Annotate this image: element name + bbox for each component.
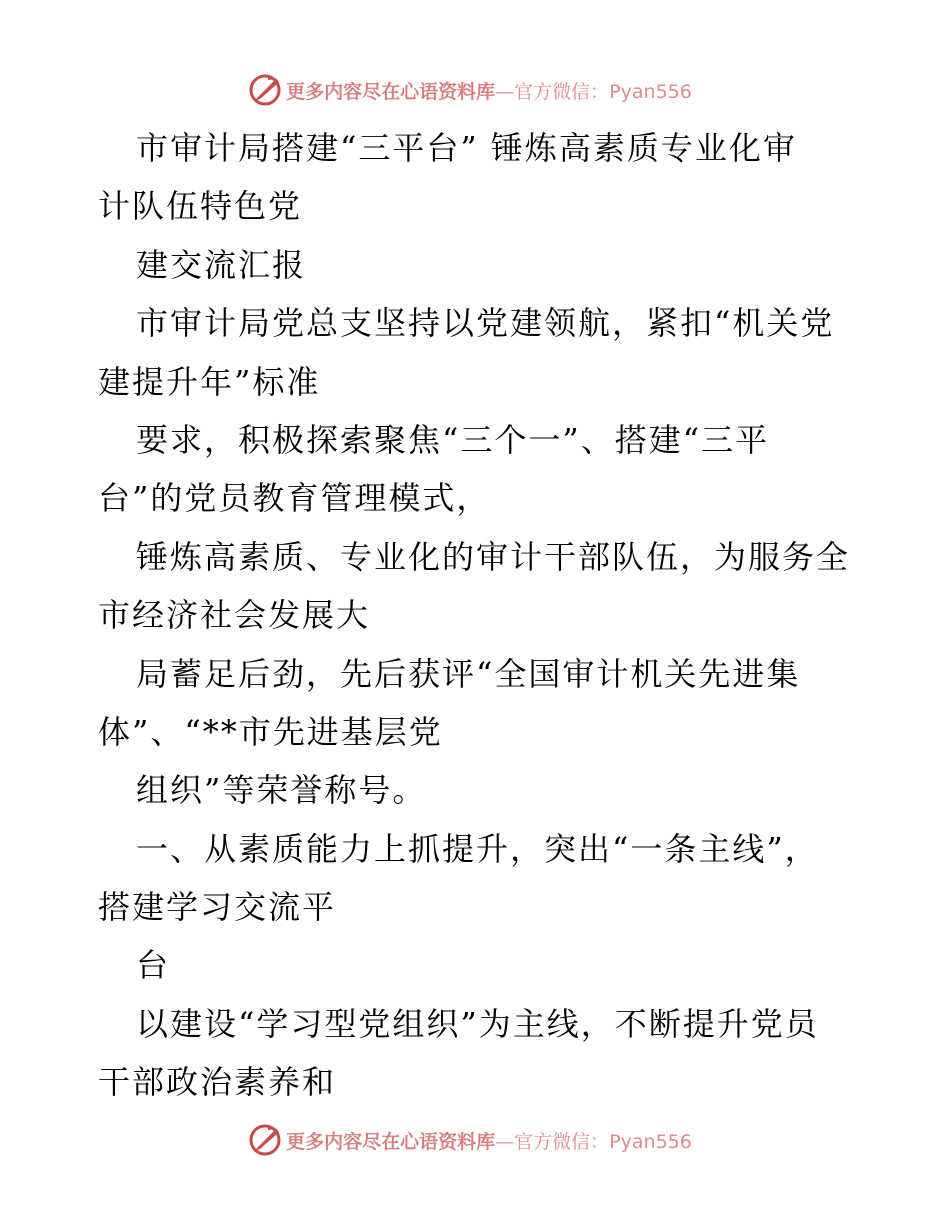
text-line: 建提升年”标准 xyxy=(98,362,321,401)
header-banner-text xyxy=(286,77,692,104)
header-banner-title: 更多内容尽在心语资料库 xyxy=(286,80,496,103)
footer-banner-wechat-label: 官方微信： xyxy=(514,1130,610,1153)
text-line: 台”的党员教育管理模式， xyxy=(98,479,491,518)
text-line: 要求，积极探索聚焦“三个一”、搭建“三平 xyxy=(136,420,770,459)
document-body xyxy=(98,119,858,1112)
text-line: 组织”等荣誉称号。 xyxy=(136,771,427,810)
footer-banner-title: 更多内容尽在心语资料库 xyxy=(286,1130,496,1153)
footer-banner-wechat-id: Pyan556 xyxy=(609,1130,692,1153)
text-line: 干部政治素养和 xyxy=(98,1063,337,1102)
footer-banner xyxy=(0,1120,950,1160)
footer-banner-text xyxy=(286,1127,692,1154)
text-line: 一、从素质能力上抓提升，突出“一条主线”， xyxy=(136,829,819,868)
text-line: 局蓄足后劲，先后获评“全国审计机关先进集 xyxy=(136,654,801,693)
header-banner-wechat-id: Pyan556 xyxy=(609,80,692,103)
text-line: 建交流汇报 xyxy=(136,245,307,284)
text-line: 市经济社会发展大 xyxy=(98,596,371,635)
text-line: 以建设“学习型党组织”为主线，不断提升党员 xyxy=(136,1004,819,1043)
header-banner-wechat-label: 官方微信： xyxy=(514,80,610,103)
quill-logo-icon xyxy=(248,73,282,107)
text-line: 计队伍特色党 xyxy=(98,187,303,226)
text-line: 市审计局搭建“三平台” 锤炼高素质专业化审 xyxy=(136,129,797,167)
text-line: 搭建学习交流平 xyxy=(98,888,337,927)
text-line: 锤炼高素质、专业化的审计干部队伍，为服务全 xyxy=(136,537,851,576)
footer-banner-inner xyxy=(248,1123,692,1157)
quill-logo-icon xyxy=(248,1123,282,1157)
header-banner-inner xyxy=(248,73,692,107)
text-line: 台 xyxy=(136,946,171,985)
footer-banner-dash: — xyxy=(495,1130,515,1153)
text-line: 体”、“**市先进基层党 xyxy=(98,712,443,751)
header-banner xyxy=(0,70,950,110)
text-line: 市审计局党总支坚持以党建领航，紧扣“机关党 xyxy=(136,304,835,343)
header-banner-dash: — xyxy=(495,80,515,103)
